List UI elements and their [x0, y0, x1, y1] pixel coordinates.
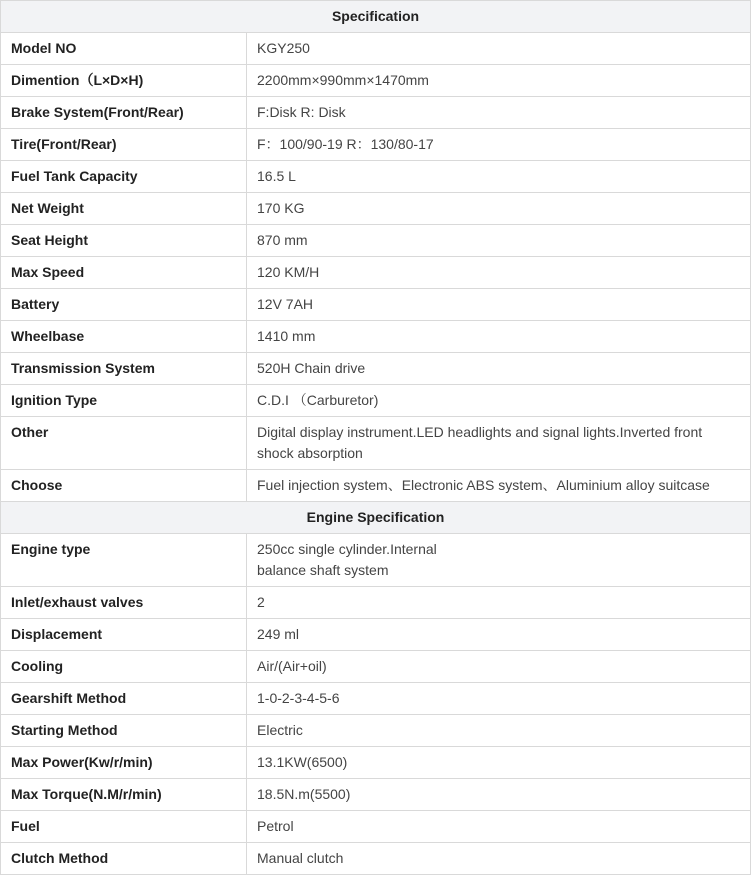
- spec-value: F：100/90-19 R：130/80-17: [247, 129, 751, 161]
- spec-label: Model NO: [1, 33, 247, 65]
- spec-row-cooling: [1, 651, 751, 683]
- spec-label: Wheelbase: [1, 321, 247, 353]
- spec-row-displacement: [1, 619, 751, 651]
- spec-label: Transmission System: [1, 353, 247, 385]
- spec-label: Engine type: [1, 534, 247, 587]
- spec-value-line: balance shaft system: [257, 562, 389, 578]
- spec-row-starting: [1, 715, 751, 747]
- spec-label: Fuel Tank Capacity: [1, 161, 247, 193]
- spec-label: Ignition Type: [1, 385, 247, 417]
- spec-row-fuel-tank: [1, 161, 751, 193]
- section-title: Specification: [1, 1, 751, 33]
- spec-label: Max Torque(N.M/r/min): [1, 779, 247, 811]
- section-title: Engine Specification: [1, 502, 751, 534]
- spec-label: Inlet/exhaust valves: [1, 587, 247, 619]
- spec-row-gearshift: [1, 683, 751, 715]
- spec-row-fuel: [1, 811, 751, 843]
- spec-value-line: 250cc single cylinder.Internal: [257, 541, 437, 557]
- spec-label: Cooling: [1, 651, 247, 683]
- spec-value: 1410 mm: [247, 321, 751, 353]
- spec-value: Digital display instrument.LED headlights and signal lights.Inverted front shock absorption: [247, 417, 751, 470]
- spec-value: Manual clutch: [247, 843, 751, 875]
- spec-label: Fuel: [1, 811, 247, 843]
- spec-value: F:Disk R: Disk: [247, 97, 751, 129]
- spec-label: Max Power(Kw/r/min): [1, 747, 247, 779]
- spec-row-clutch: [1, 843, 751, 875]
- spec-row-max-speed: [1, 257, 751, 289]
- spec-row-other: [1, 417, 751, 470]
- spec-value: 2200mm×990mm×1470mm: [247, 65, 751, 97]
- section-header-row: [1, 502, 751, 534]
- spec-row-brake-system: [1, 97, 751, 129]
- spec-value: 870 mm: [247, 225, 751, 257]
- spec-row-tire: [1, 129, 751, 161]
- spec-row-wheelbase: [1, 321, 751, 353]
- spec-row-choose: [1, 470, 751, 502]
- spec-row-seat-height: [1, 225, 751, 257]
- spec-label: Net Weight: [1, 193, 247, 225]
- spec-label: Gearshift Method: [1, 683, 247, 715]
- spec-label: Brake System(Front/Rear): [1, 97, 247, 129]
- spec-row-net-weight: [1, 193, 751, 225]
- spec-row-valves: [1, 587, 751, 619]
- spec-value: 16.5 L: [247, 161, 751, 193]
- spec-row-transmission: [1, 353, 751, 385]
- spec-value: Air/(Air+oil): [247, 651, 751, 683]
- section-header-row: [1, 1, 751, 33]
- spec-label: Battery: [1, 289, 247, 321]
- spec-value: 13.1KW(6500): [247, 747, 751, 779]
- spec-row-model-no: [1, 33, 751, 65]
- spec-value: 170 KG: [247, 193, 751, 225]
- spec-label: Dimention（L×D×H): [1, 65, 247, 97]
- spec-row-engine-type: [1, 534, 751, 587]
- spec-label: Max Speed: [1, 257, 247, 289]
- spec-label: Other: [1, 417, 247, 470]
- spec-label: Choose: [1, 470, 247, 502]
- spec-value: 120 KM/H: [247, 257, 751, 289]
- spec-value: 2: [247, 587, 751, 619]
- spec-value: KGY250: [247, 33, 751, 65]
- spec-value: C.D.I （Carburetor): [247, 385, 751, 417]
- spec-row-max-torque: [1, 779, 751, 811]
- spec-value: 249 ml: [247, 619, 751, 651]
- spec-row-ignition: [1, 385, 751, 417]
- spec-value: 12V 7AH: [247, 289, 751, 321]
- spec-row-battery: [1, 289, 751, 321]
- spec-value: 18.5N.m(5500): [247, 779, 751, 811]
- spec-label: Starting Method: [1, 715, 247, 747]
- spec-value: Electric: [247, 715, 751, 747]
- spec-row-dimension: [1, 65, 751, 97]
- spec-value: Petrol: [247, 811, 751, 843]
- spec-label: Seat Height: [1, 225, 247, 257]
- spec-value: Fuel injection system、Electronic ABS system、Aluminium alloy suitcase: [247, 470, 751, 502]
- spec-value: 520H Chain drive: [247, 353, 751, 385]
- spec-row-max-power: [1, 747, 751, 779]
- spec-value: [247, 534, 751, 587]
- spec-label: Tire(Front/Rear): [1, 129, 247, 161]
- spec-value: 1-0-2-3-4-5-6: [247, 683, 751, 715]
- spec-label: Displacement: [1, 619, 247, 651]
- spec-label: Clutch Method: [1, 843, 247, 875]
